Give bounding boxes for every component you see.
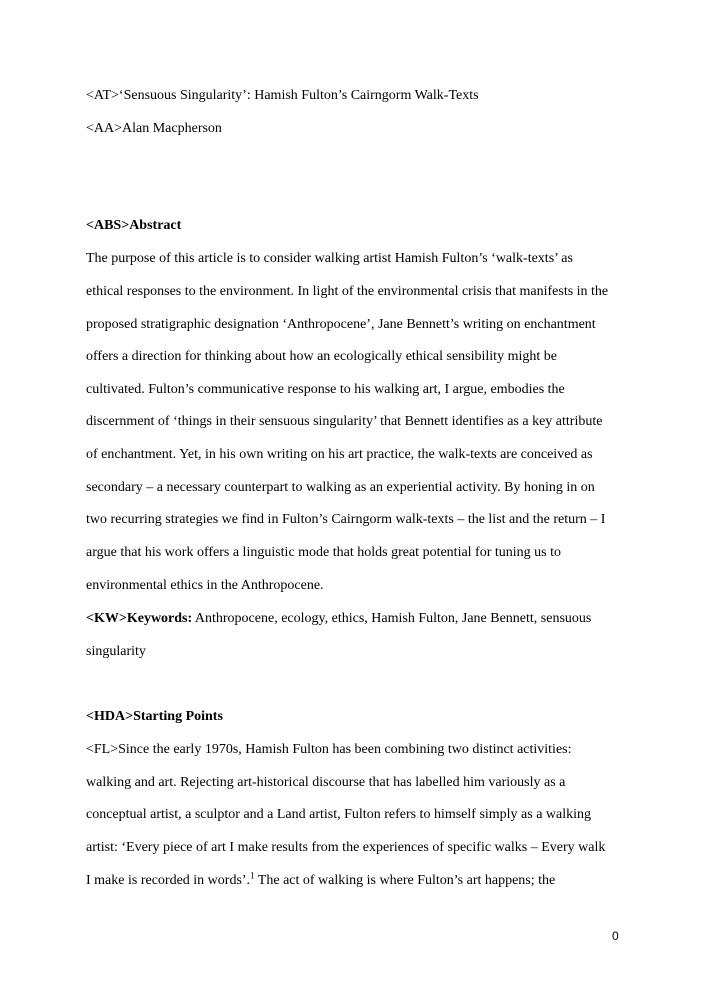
abstract-line: offers a direction for thinking about how an ecologically ethical sensibility might be	[86, 349, 557, 364]
keywords-continuation: singularity	[86, 644, 146, 659]
footnote-marker[interactable]: 1	[250, 870, 255, 881]
abstract-line: two recurring strategies we find in Fulton’s Cairngorm walk-texts – the list and the return – I	[86, 512, 606, 527]
abstract-line: of enchantment. Yet, in his own writing on his art practice, the walk-texts are conceived as	[86, 447, 593, 462]
abstract-line: cultivated. Fulton’s communicative response to his walking art, I argue, embodies the	[86, 382, 565, 397]
body-text: The act of walking is where Fulton’s art happens; the	[254, 873, 556, 888]
abstract-line: The purpose of this article is to consider walking artist Hamish Fulton’s ‘walk-texts’ as	[86, 251, 573, 266]
abstract-line: ethical responses to the environment. In light of the environmental crisis that manifests in the	[86, 284, 609, 299]
article-title: <AT>‘Sensuous Singularity’: Hamish Fulton’s Cairngorm Walk-Texts	[86, 88, 479, 103]
abstract-line: proposed stratigraphic designation ‘Anthropocene’, Jane Bennett’s writing on enchantment	[86, 317, 596, 332]
body-line-with-footnote	[86, 872, 646, 890]
abstract-line: argue that his work offers a linguistic mode that holds great potential for tuning us to	[86, 545, 562, 560]
keywords-label: <KW>Keywords:	[86, 611, 193, 626]
abstract-heading: <ABS>Abstract	[86, 218, 182, 233]
abstract-line: environmental ethics in the Anthropocene.	[86, 578, 324, 593]
abstract-line: secondary – a necessary counterpart to walking as an experiential activity. By honing in on	[86, 480, 595, 495]
keywords-line	[86, 610, 646, 628]
body-line: conceptual artist, a sculptor and a Land artist, Fulton refers to himself simply as a walking	[86, 807, 592, 822]
body-line: walking and art. Rejecting art-historical discourse that has labelled him variously as a	[86, 775, 566, 790]
body-line: artist: ‘Every piece of art I make results from the experiences of specific walks – Every walk	[86, 840, 606, 855]
section-heading: <HDA>Starting Points	[86, 709, 223, 724]
body-text: I make is recorded in words’.	[86, 873, 251, 888]
body-line: <FL>Since the early 1970s, Hamish Fulton has been combining two distinct activities:	[86, 742, 572, 757]
article-author: <AA>Alan Macpherson	[86, 121, 222, 136]
page-number: 0	[612, 929, 619, 943]
keywords-text: Anthropocene, ecology, ethics, Hamish Fulton, Jane Bennett, sensuous	[192, 611, 592, 626]
abstract-line: discernment of ‘things in their sensuous singularity’ that Bennett identifies as a key attribute	[86, 414, 603, 429]
